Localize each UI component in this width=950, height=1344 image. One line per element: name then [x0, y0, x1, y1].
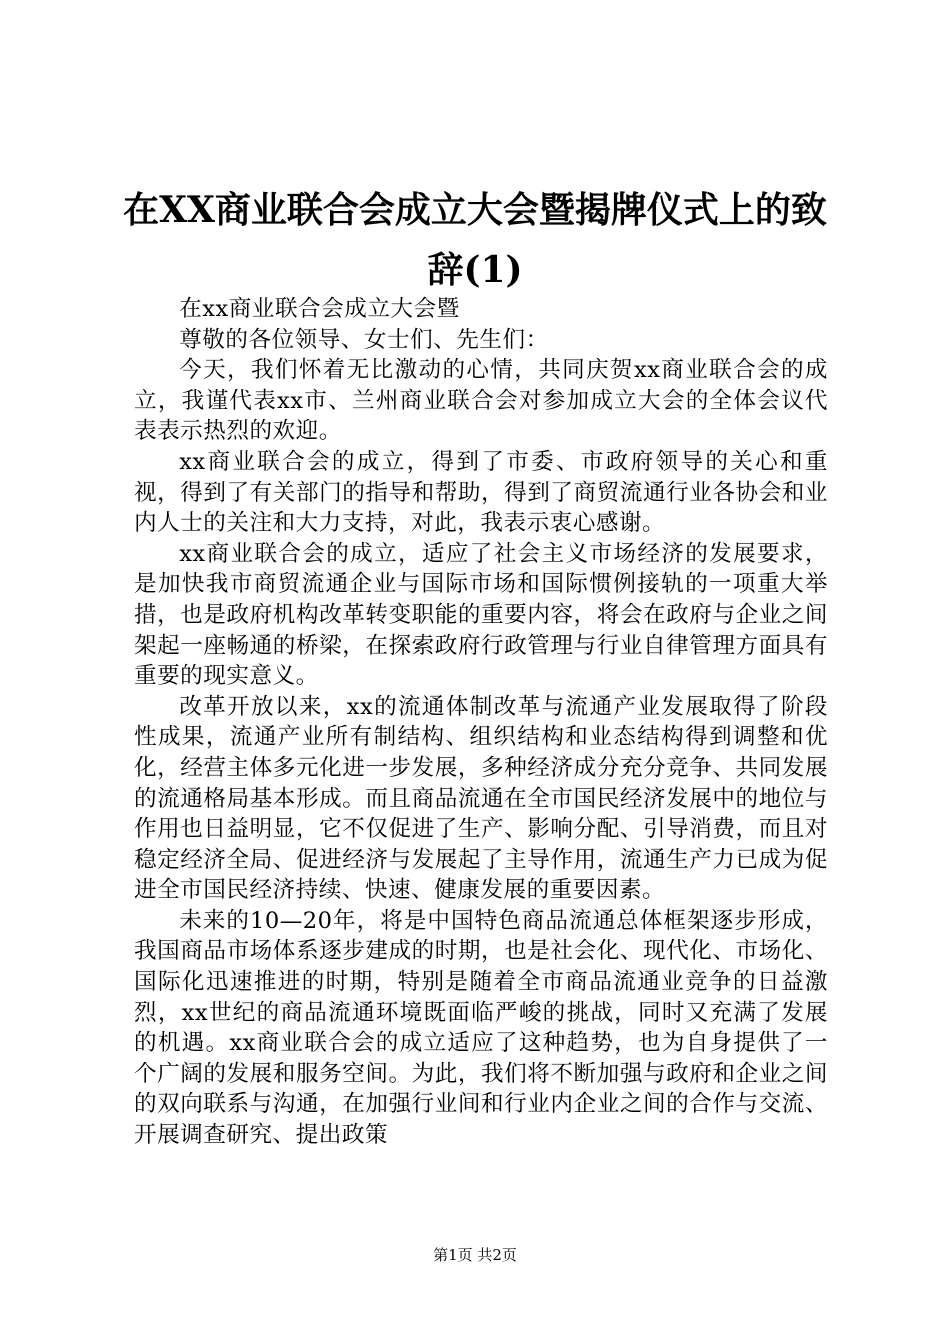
paragraph-salutation: 尊敬的各位领导、女士们、先生们： — [179, 326, 549, 353]
document-title-line-2: 辞(1) — [427, 249, 523, 291]
page-footer: 第1页 共2页 — [433, 1246, 517, 1264]
document-body — [134, 294, 828, 1151]
paragraph: xx商业联合会的成立，适应了社会主义市场经济的发展要求，是加快我市商贸流通企业与国际市场和国际惯例接轨的一项重大举措，也是政府机构改革转变职能的重要内容，将会在政府与企业之间架起一座畅通的桥梁，在探索政府行政管理与行业自律管理方面具有重要的现实意义。 — [134, 540, 828, 690]
paragraph: 未来的10—20年，将是中国特色商品流通总体框架逐步形成，我国商品市场体系逐步建成的时期，也是社会化、现代化、市场化、国际化迅速推进的时期，特别是随着全市商品流通业竞争的日益激烈，xx世纪的商品流通环境既面临严峻的挑战，同时又充满了发展的机遇。xx商业联合会的成立适应了这种趋势，也为自身提供了一个广阔的发展和服务空间。为此，我们将不断加强与政府和企业之间的双向联系与沟通，在加强行业间和行业内企业之间的合作与交流、开展调查研究、提出政策 — [134, 907, 828, 1149]
document-title-line-1: 在XX商业联合会成立大会暨揭牌仪式上的致 — [123, 189, 827, 231]
paragraph-heading-fragment: 在xx商业联合会成立大会暨 — [179, 296, 460, 322]
paragraph: xx商业联合会的成立，得到了市委、市政府领导的关心和重视，得到了有关部门的指导和帮助，得到了商贸流通行业各协会和业内人士的关注和大力支持，对此，我表示衷心感谢。 — [134, 448, 828, 537]
paragraph: 今天，我们怀着无比激动的心情，共同庆贺xx商业联合会的成立，我谨代表xx市、兰州商业联合会对参加成立大会的全体会议代表表示热烈的欢迎。 — [134, 357, 828, 445]
paragraph: 改革开放以来，xx的流通体制改革与流通产业发展取得了阶段性成果，流通产业所有制结构、组织结构和业态结构得到调整和优化，经营主体多元化进一步发展，多种经济成分充分竞争、共同发展的流通格局基本形成。而且商品流通在全市国民经济发展中的地位与作用也日益明显，它不仅促进了生产、影响分配、引导消费，而且对稳定经济全局、促进经济与发展起了主导作用，流通生产力已成为促进全市国民经济持续、快速、健康发展的重要因素。 — [134, 693, 828, 904]
